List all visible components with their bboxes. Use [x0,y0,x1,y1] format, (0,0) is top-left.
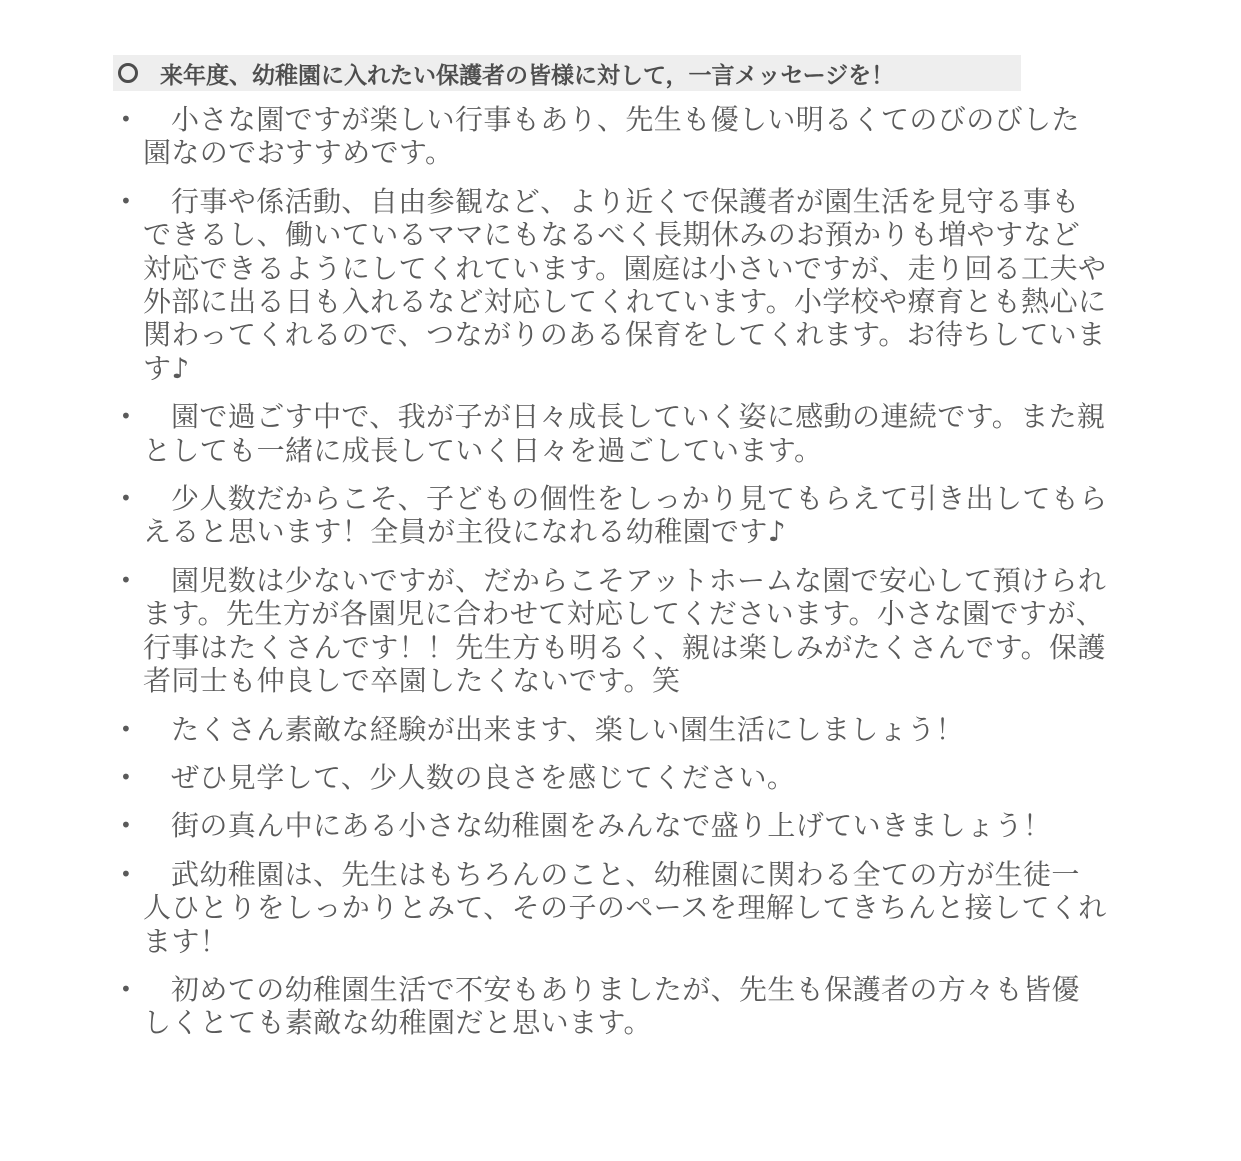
message-text: 園児数は少ないですが、だからこそアットホームな園で安心して預けられます。先生方が各園児に合わせて対応してくださいます。小さな園ですが、行事はたくさんです！！先生方も明るく、親は楽しみがたくさんです。保護者同士も仲良しで卒園したくないです。笑 [143,563,1107,698]
list-item [116,858,1116,958]
list-item [116,761,1116,794]
message-text: 小さな園ですが楽しい行事もあり、先生も優しい明るくてのびのびした園なのでおすすめです。 [143,103,1080,170]
bullet-icon: • [120,813,133,838]
message-text: 少人数だからこそ、子どもの個性をしっかり見てもらえて引き出してもらえると思います！全員が主役になれる幼稚園です♪ [143,482,1108,549]
message-text: 初めての幼稚園生活で不安もありましたが、先生も保護者の方々も皆優しくとても素敵な幼稚園だと思います。 [143,972,1080,1040]
message-list [116,103,1116,1055]
section-heading [113,55,1021,91]
message-text: たくさん素敵な経験が出来ます、楽しい園生活にしましょう！ [171,712,964,746]
message-text: ぜひ見学して、少人数の良さを感じてください。 [171,760,796,794]
message-text: 行事や係活動、自由参観など、より近くで保護者が園生活を見守る事もできるし、働いているママにもなるべく長期休みのお預かりも増やすなど対応できるようにしてくれています。園庭は小さいですが、走り回る工夫や外部に出る日も入れるなど対応してくれています。小学校や療育とも熱心に関わってくれるので、つながりのある保育をしてくれます。お待ちしています♪ [143,184,1107,385]
bullet-icon: • [120,861,133,886]
list-item [116,482,1116,549]
list-item [116,809,1116,842]
section-heading-row [113,55,894,91]
bullet-icon: • [120,404,133,429]
bullet-icon: • [120,764,133,789]
bullet-icon: • [120,188,133,213]
list-item [116,713,1116,746]
list-item [116,103,1116,170]
bullet-icon: • [120,976,133,1001]
bullet-icon: • [120,107,133,131]
circle-marker-icon [118,63,138,83]
bullet-icon: • [120,716,133,741]
bullet-icon: • [120,486,133,511]
bullet-icon: • [120,567,133,592]
message-text: 街の真ん中にある小さな幼稚園をみんなで盛り上げていきましょう！ [171,809,1052,843]
list-item [116,973,1116,1040]
message-text: 園で過ごす中で、我が子が日々成長していく姿に感動の連続です。また親としても一緒に成長していく日々を過ごしています。 [143,400,1106,467]
list-item [116,400,1116,467]
message-text: 武幼稚園は、先生はもちろんのこと、幼稚園に関わる全ての方が生徒一人ひとりをしっかりとみて、その子のペースを理解してきちんと接してくれます！ [143,857,1107,958]
section-heading-text: 来年度、幼稚園に入れたい保護者の皆様に対して，一言メッセージを！ [160,62,895,89]
list-item [116,564,1116,698]
list-item [116,185,1116,385]
